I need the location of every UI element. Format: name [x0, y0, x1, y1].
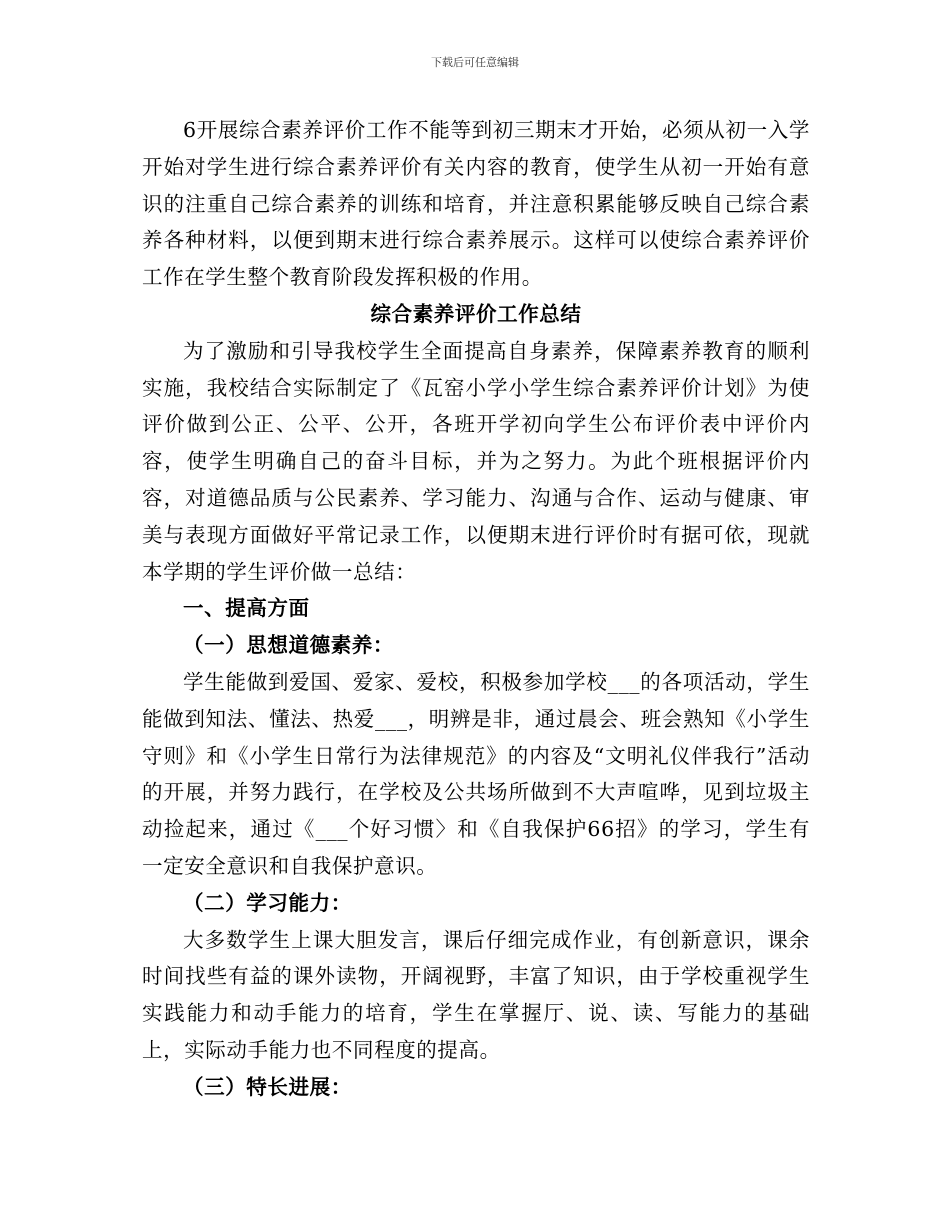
paragraph-intro: 6开展综合素养评价工作不能等到初三期末才开始，必须从初一入学开始对学生进行综合素养评价有关内容的教育，使学生从初一开始有意识的注重自己综合素养的训练和培育，并注意积累能够反映自己综合素养各种材料，以便到期末进行综合素养展示。这样可以使综合素养评价工作在学生整个教育阶段发挥积极的作用。	[142, 118, 810, 290]
heading-improvements: 一、提高方面	[183, 596, 310, 621]
document-body	[142, 112, 810, 1106]
paragraph-learning: 大多数学生上课大胆发言，课后仔细完成作业，有创新意识，课余时间找些有益的课外读物，开阔视野，丰富了知识，由于学校重视学生实践能力和动手能力的培育，学生在掌握厅、说、读、写能力的基础上，实际动手能力也不同程度的提高。	[142, 927, 810, 1062]
section-title: 综合素养评价工作总结	[370, 301, 582, 326]
subheading-talents: （三）特长进展：	[183, 1074, 352, 1099]
paragraph-overview: 为了激励和引导我校学生全面提高自身素养，保障素养教育的顺利实施，我校结合实际制定了《瓦窑小学小学生综合素养评价计划》为使评价做到公正、公平、公开，各班开学初向学生公布评价表中评价内容，使学生明确自己的奋斗目标，并为之努力。为此个班根据评价内容，对道德品质与公民素养、学习能力、沟通与合作、运动与健康、审美与表现方面做好平常记录工作，以便期末进行评价时有据可依，现就本学期的学生评价做一总结：	[142, 338, 810, 584]
paragraph-moral: 学生能做到爱国、爱家、爱校，积极参加学校___的各项活动，学生能做到知法、懂法、热爱___，明辨是非，通过晨会、班会熟知《小学生守则》和《小学生日常行为法律规范》的内容及“文明礼仪伴我行”活动的开展，并努力践行，在学校及公共场所做到不大声喧哗，见到垃圾主动捡起来，通过《___个好习惯〉和《自我保护66招》的学习，学生有一定安全意识和自我保护意识。	[142, 669, 810, 878]
subheading-moral: （一）思想道德素养：	[183, 633, 394, 658]
subheading-learning: （二）学习能力：	[183, 890, 352, 915]
header-note: 下载后可任意编辑	[431, 56, 519, 69]
